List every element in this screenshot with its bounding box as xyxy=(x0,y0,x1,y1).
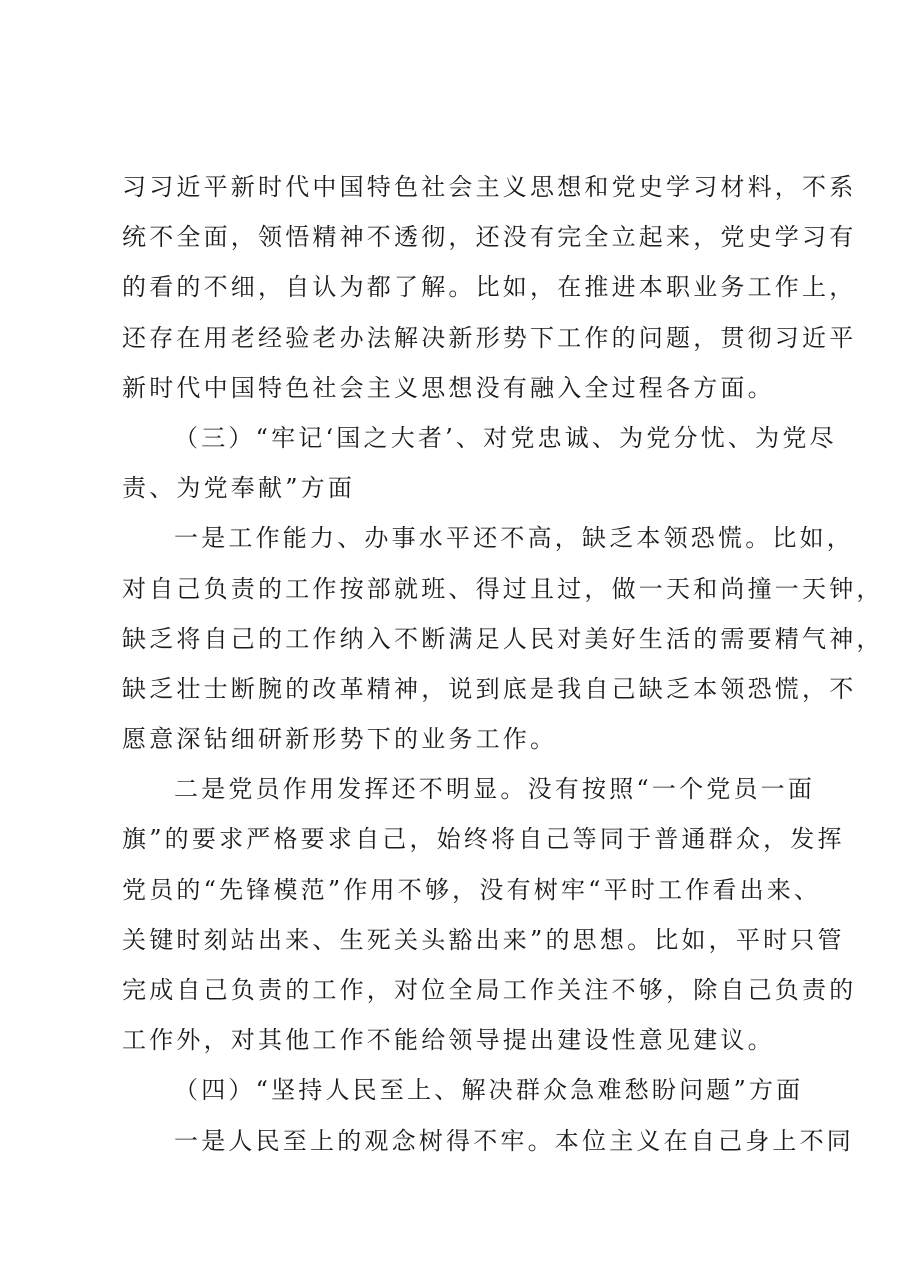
paragraph-first-line: 一是人民至上的观念树得不牢。本位主义在自己身上不同 xyxy=(174,1126,854,1155)
text-line: 还存在用老经验老办法解决新形势下工作的问题，贯彻习近平 xyxy=(122,323,857,352)
text-line: 完成自己负责的工作，对位全局工作关注不够，除自己负责的 xyxy=(122,976,857,1004)
document-body xyxy=(122,162,884,1166)
text-line: 缺乏将自己的工作纳入不断满足人民对美好生活的需要精气神， xyxy=(122,624,884,653)
text-line: 统不全面，领悟精神不透彻，还没有完全立起来，党史学习有 xyxy=(122,223,857,252)
text-line: 党员的“先锋模范”作用不够，没有树牢“平时工作看出来、 xyxy=(122,875,822,904)
text-line: 工作外，对其他工作不能给领导提出建设性意见建议。 xyxy=(122,1026,775,1055)
text-line: 关键时刻站出来、生死关头豁出来”的思想。比如，平时只管 xyxy=(122,925,845,954)
text-line: 新时代中国特色社会主义思想没有融入全过程各方面。 xyxy=(122,373,775,402)
text-line: 愿意深钻细研新形势下的业务工作。 xyxy=(122,725,558,754)
section-heading-line: （三）“牢记‘国之大者’、对党忠诚、为党分忧、为党尽 xyxy=(174,423,837,452)
text-line: 旗”的要求严格要求自己，始终将自己等同于普通群众，发挥 xyxy=(122,825,845,854)
text-line: 对自己负责的工作按部就班、得过且过，做一天和尚撞一天钟， xyxy=(122,574,884,603)
paragraph-first-line: 二是党员作用发挥还不明显。没有按照“一个党员一面 xyxy=(174,775,816,804)
section-heading-line: 责、为党奉献”方面 xyxy=(122,474,356,503)
paragraph-first-line: 一是工作能力、办事水平还不高，缺乏本领恐慌。比如， xyxy=(174,524,854,553)
section-heading-line: （四）“坚持人民至上、解决群众急难愁盼问题”方面 xyxy=(174,1076,804,1105)
text-line: 习习近平新时代中国特色社会主义思想和党史学习材料，不系 xyxy=(122,173,857,201)
text-line: 的看的不细，自认为都了解。比如，在推进本职业务工作上， xyxy=(122,273,857,302)
text-line: 缺乏壮士断腕的改革精神，说到底是我自己缺乏本领恐慌，不 xyxy=(122,674,857,703)
